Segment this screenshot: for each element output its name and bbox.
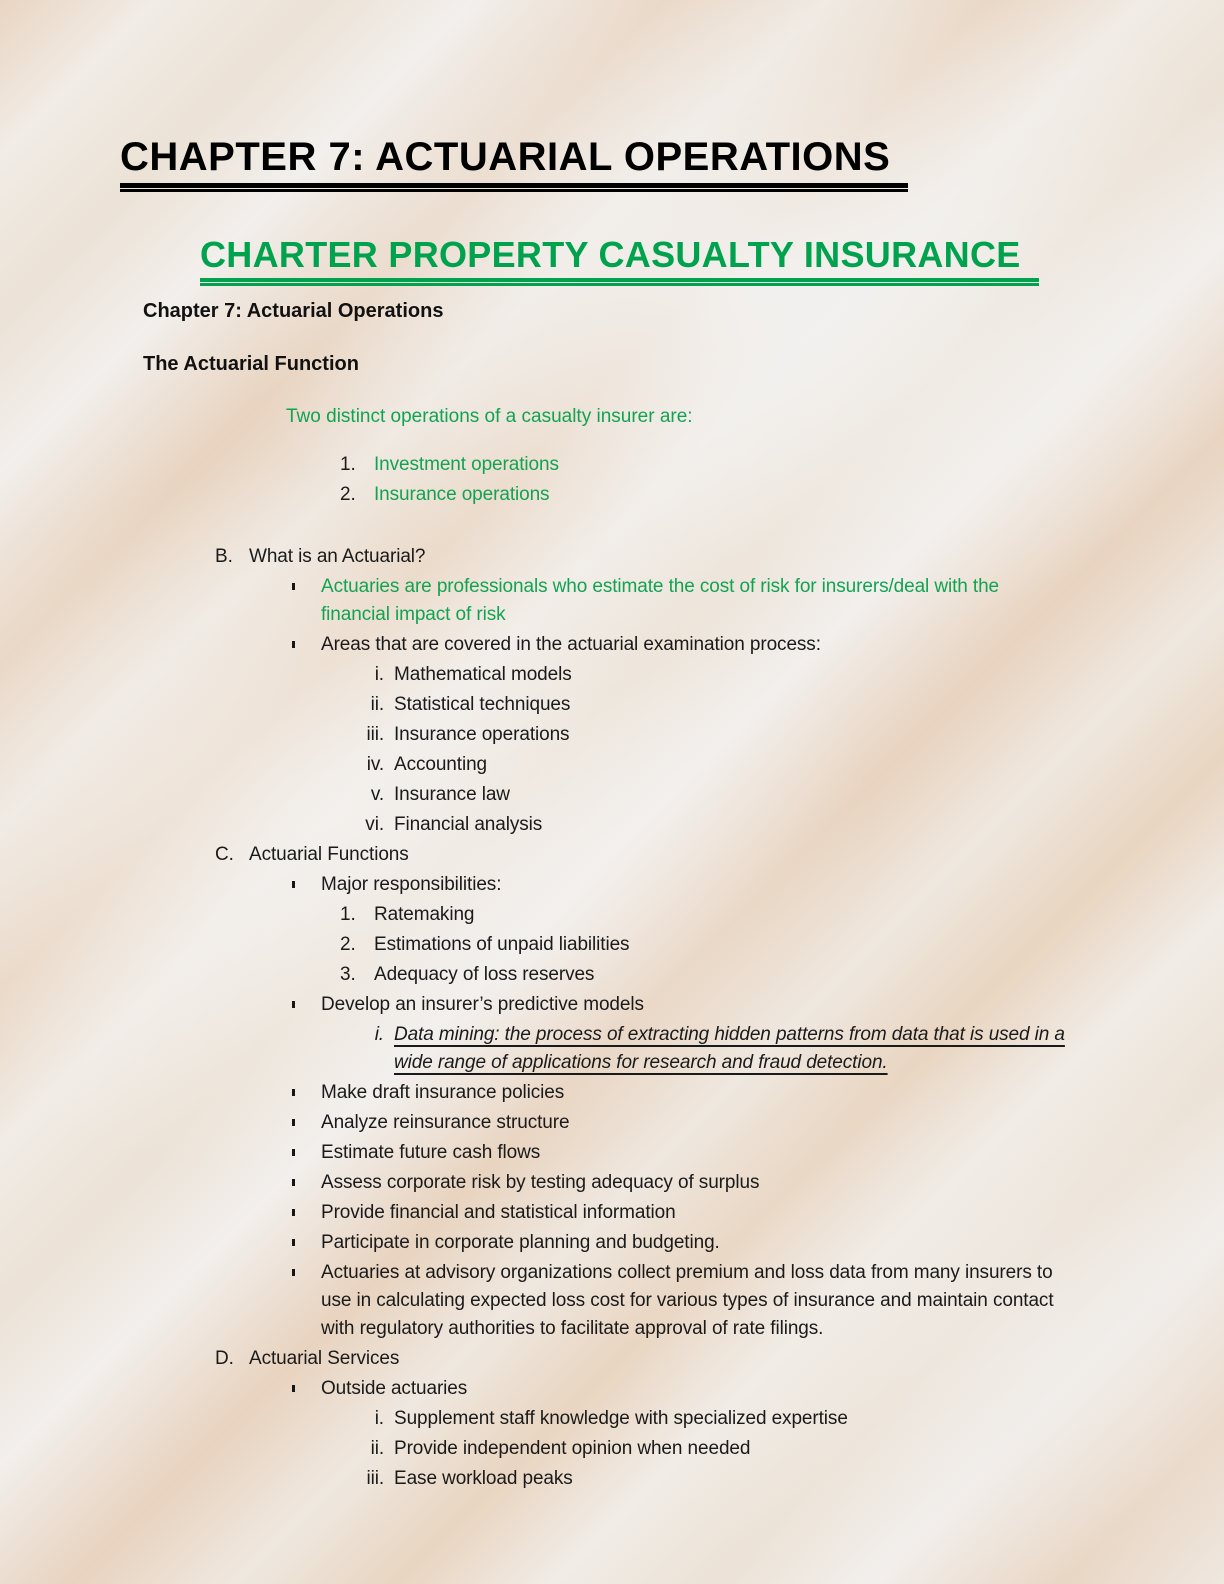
bullet-text: Participate in corporate planning and budgeting. — [321, 1232, 720, 1253]
roman-list-item — [340, 721, 1224, 749]
roman-list-item — [340, 1435, 1224, 1463]
section-title: Actuarial Services — [249, 1348, 400, 1369]
bullet-text: Analyze reinsurance structure — [321, 1112, 570, 1133]
bullet-tick-icon — [287, 1079, 321, 1107]
roman-numeral: i. — [374, 1024, 384, 1045]
section-letter: D. — [215, 1348, 234, 1369]
outline-section-d — [215, 1345, 1224, 1373]
roman-numeral: iv. — [366, 754, 384, 775]
section-letter: C. — [215, 844, 234, 865]
bullet-text: Outside actuaries — [321, 1378, 468, 1399]
numbered-list-item — [340, 961, 1224, 989]
roman-numeral: i. — [374, 1408, 384, 1429]
list-item-text: Provide independent opinion when needed — [394, 1438, 751, 1459]
section-heading: The Actuarial Function — [143, 353, 359, 375]
bullet-tick-icon — [287, 991, 321, 1019]
list-number: 1. — [340, 454, 356, 475]
chapter-label: Chapter 7: Actuarial Operations — [143, 300, 444, 322]
course-heading — [200, 234, 1224, 282]
bullet-text: Actuaries at advisory organizations collect premium and loss data from many insurers to use in calculating expected loss cost for various types of insurance and maintain contact with regulatory authorities to facilitate approval of rate filings. — [321, 1262, 1054, 1339]
roman-numeral: iii. — [366, 724, 384, 745]
bullet-item — [287, 1079, 1224, 1107]
bullet-item — [287, 871, 1224, 899]
intro-list-item — [340, 481, 1224, 509]
list-item-text: Insurance operations — [394, 724, 570, 745]
bullet-text: Estimate future cash flows — [321, 1142, 541, 1163]
intro-list-item — [340, 451, 1224, 479]
roman-list-item — [340, 691, 1224, 719]
list-item-text: Insurance operations — [374, 484, 550, 505]
list-item-text: Mathematical models — [394, 664, 572, 685]
roman-numeral: v. — [370, 784, 384, 805]
bullet-text: Actuaries are professionals who estimate the cost of risk for insurers/deal with the financial impact of risk — [321, 576, 1000, 625]
list-item-text: Supplement staff knowledge with specialized expertise — [394, 1408, 848, 1429]
bullet-tick-icon — [287, 871, 321, 899]
roman-list-item — [340, 1405, 1224, 1433]
section-title: Actuarial Functions — [249, 844, 409, 865]
list-number: 3. — [340, 964, 356, 985]
list-item-text: Accounting — [394, 754, 488, 775]
bullet-tick-icon — [287, 573, 321, 629]
bullet-item — [287, 1375, 1224, 1403]
roman-numeral: vi. — [365, 814, 384, 835]
section-letter: B. — [215, 546, 233, 567]
spacer — [0, 511, 1224, 543]
bullet-item — [287, 573, 1224, 629]
bullet-tick-icon — [287, 631, 321, 659]
bullet-item — [287, 1229, 1224, 1257]
roman-list-item — [340, 751, 1224, 779]
outline-section-c — [215, 841, 1224, 869]
roman-list-item — [340, 811, 1224, 839]
page-title — [120, 135, 1224, 188]
roman-list-item — [340, 1465, 1224, 1493]
roman-numeral: iii. — [366, 1468, 384, 1489]
list-item-text: Estimations of unpaid liabilities — [374, 934, 630, 955]
roman-numeral: ii. — [370, 694, 384, 715]
bullet-tick-icon — [287, 1259, 321, 1343]
bullet-tick-icon — [287, 1199, 321, 1227]
bullet-text: Develop an insurer’s predictive models — [321, 994, 644, 1015]
bullet-text: Assess corporate risk by testing adequacy of surplus — [321, 1172, 760, 1193]
bullet-item — [287, 1139, 1224, 1167]
list-item-text: Adequacy of loss reserves — [374, 964, 595, 985]
bullet-text: Provide financial and statistical information — [321, 1202, 676, 1223]
roman-list-item — [340, 661, 1224, 689]
list-item-text: Investment operations — [374, 454, 559, 475]
roman-list-item-definition — [340, 1021, 1224, 1077]
bullet-tick-icon — [287, 1109, 321, 1137]
list-item-text: Financial analysis — [394, 814, 543, 835]
course-heading-text: CHARTER PROPERTY CASUALTY INSURANCE — [200, 234, 1039, 282]
roman-numeral: i. — [374, 664, 384, 685]
section-title: What is an Actuarial? — [249, 546, 426, 567]
list-item-text: Insurance law — [394, 784, 510, 805]
bullet-tick-icon — [287, 1229, 321, 1257]
definition-text: Data mining: the process of extracting hidden patterns from data that is used in a wide range of applications for research and fraud detection. — [394, 1024, 1065, 1073]
outline-section-b — [215, 543, 1224, 571]
numbered-list-item — [340, 931, 1224, 959]
intro-lead: Two distinct operations of a casualty insurer are: — [286, 406, 693, 427]
bullet-item — [287, 1199, 1224, 1227]
bullet-text: Major responsibilities: — [321, 874, 502, 895]
page-title-text: CHAPTER 7: ACTUARIAL OPERATIONS — [120, 135, 908, 188]
list-number: 1. — [340, 904, 356, 925]
numbered-list-item — [340, 901, 1224, 929]
bullet-text: Areas that are covered in the actuarial examination process: — [321, 634, 821, 655]
bullet-text: Make draft insurance policies — [321, 1082, 565, 1103]
bullet-item — [287, 1109, 1224, 1137]
roman-list-item — [340, 781, 1224, 809]
bullet-item — [287, 1259, 1224, 1343]
list-item-text: Ratemaking — [374, 904, 475, 925]
list-number: 2. — [340, 484, 356, 505]
roman-numeral: ii. — [370, 1438, 384, 1459]
bullet-tick-icon — [287, 1375, 321, 1403]
bullet-item — [287, 1169, 1224, 1197]
list-number: 2. — [340, 934, 356, 955]
bullet-tick-icon — [287, 1139, 321, 1167]
bullet-item — [287, 991, 1224, 1019]
list-item-text: Statistical techniques — [394, 694, 571, 715]
bullet-tick-icon — [287, 1169, 321, 1197]
list-item-text: Ease workload peaks — [394, 1468, 573, 1489]
bullet-item — [287, 631, 1224, 659]
